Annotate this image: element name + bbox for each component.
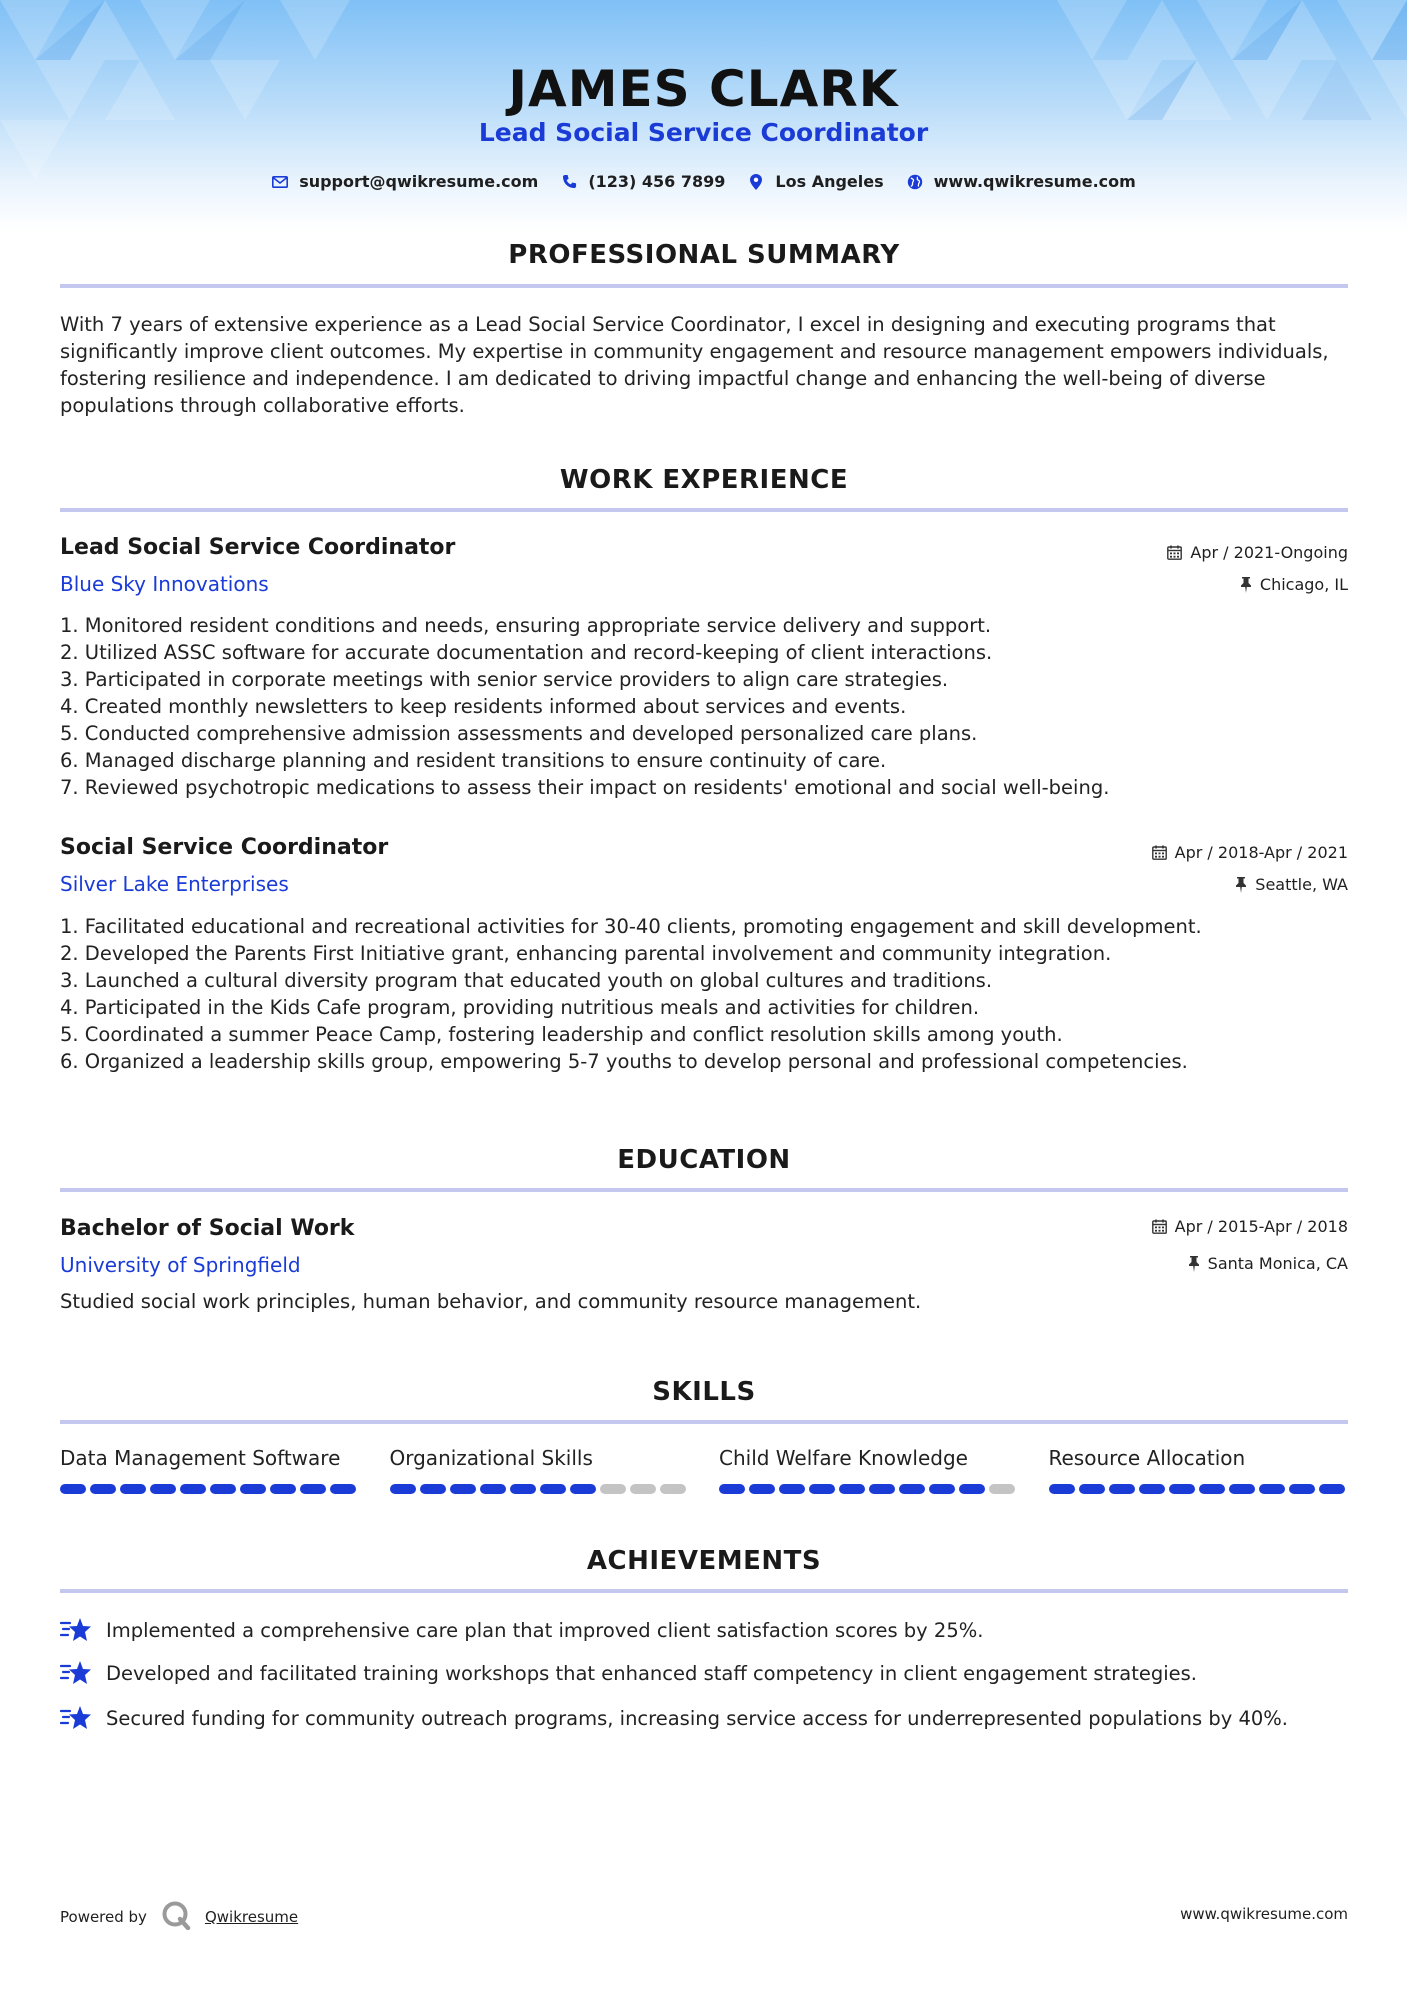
achievements-rule	[60, 1589, 1348, 1593]
list-item: 1. Monitored resident conditions and needs, ensuring appropriate service delivery and support.	[60, 614, 992, 637]
powered-by-label: Powered by	[60, 1908, 147, 1926]
contact-bar	[0, 172, 1407, 191]
skill-segment-filled	[1049, 1484, 1075, 1494]
qwikresume-logo-icon	[161, 1900, 191, 1934]
skill-segment-filled	[270, 1484, 296, 1494]
skill-name: Data Management Software	[60, 1446, 341, 1470]
list-item: 6. Organized a leadership skills group, empowering 5-7 youths to develop personal and professional competencies.	[60, 1050, 1188, 1073]
contact-website[interactable]	[906, 172, 1136, 191]
skill-segment-filled	[300, 1484, 326, 1494]
job-title: Social Service Coordinator	[60, 835, 389, 860]
skill-segment-filled	[1319, 1484, 1345, 1494]
skill-segment-filled	[450, 1484, 476, 1494]
skill-segment-filled	[719, 1484, 745, 1494]
skill-segment-filled	[959, 1484, 985, 1494]
skill-segment-filled	[1139, 1484, 1165, 1494]
skill-item	[719, 1446, 1019, 1494]
list-item: 5. Conducted comprehensive admission assessments and developed personalized care plans.	[60, 722, 978, 745]
shooting-star-icon	[60, 1704, 92, 1732]
job-title: Lead Social Service Coordinator	[60, 535, 456, 560]
education-heading: EDUCATION	[617, 1145, 791, 1175]
candidate-title: Lead Social Service Coordinator	[478, 118, 929, 147]
job-location	[1240, 575, 1348, 594]
skill-item	[390, 1446, 690, 1494]
summary-rule	[60, 284, 1348, 288]
education-description: Studied social work principles, human behavior, and community resource management.	[60, 1290, 922, 1313]
experience-rule	[60, 508, 1348, 512]
skill-item	[60, 1446, 360, 1494]
skill-segment-filled	[1109, 1484, 1135, 1494]
skill-segment-filled	[839, 1484, 865, 1494]
location-text: Los Angeles	[775, 172, 884, 191]
list-item: 2. Utilized ASSC software for accurate documentation and record-keeping of client interactions.	[60, 641, 993, 664]
skill-name: Organizational Skills	[389, 1446, 593, 1470]
email-text: support@qwikresume.com	[299, 172, 539, 191]
skill-segment-filled	[899, 1484, 925, 1494]
skills-rule	[60, 1420, 1348, 1424]
skill-segment-filled	[929, 1484, 955, 1494]
skill-segment-filled	[510, 1484, 536, 1494]
skills-row	[60, 1446, 1348, 1494]
skill-segment-filled	[330, 1484, 356, 1494]
skill-segment-filled	[1229, 1484, 1255, 1494]
calendar-icon	[1167, 545, 1182, 560]
skill-name: Resource Allocation	[1048, 1446, 1246, 1470]
skill-segment-filled	[1289, 1484, 1315, 1494]
skill-segment-filled	[420, 1484, 446, 1494]
job-dates-text: Apr / 2021-Ongoing	[1190, 543, 1348, 562]
pushpin-icon	[1240, 577, 1252, 593]
achievement-text: Developed and facilitated training workshops that enhanced staff competency in client engagement strategies.	[106, 1661, 1197, 1685]
skill-segment-empty	[600, 1484, 626, 1494]
job-dates	[1167, 543, 1348, 562]
pushpin-icon	[1188, 1256, 1200, 1272]
education-location-text: Santa Monica, CA	[1207, 1254, 1348, 1273]
shooting-star-icon	[60, 1616, 92, 1644]
job-bullet-list	[60, 612, 1348, 801]
shooting-star-icon	[60, 1659, 92, 1687]
job-location-text: Seattle, WA	[1255, 875, 1348, 894]
job-location-text: Chicago, IL	[1259, 575, 1348, 594]
company-name: Silver Lake Enterprises	[60, 872, 289, 896]
achievement-item	[60, 1616, 1348, 1644]
list-item: 6. Managed discharge planning and resident transitions to ensure continuity of care.	[60, 749, 887, 772]
calendar-icon	[1152, 845, 1167, 860]
job-dates-text: Apr / 2018-Apr / 2021	[1174, 843, 1348, 862]
contact-email[interactable]	[271, 172, 538, 191]
list-item: 2. Developed the Parents First Initiative grant, enhancing parental involvement and community integration.	[60, 942, 1112, 965]
skill-name: Child Welfare Knowledge	[719, 1446, 968, 1470]
skill-segment-empty	[989, 1484, 1015, 1494]
education-location	[1188, 1254, 1348, 1273]
brand-link[interactable]: Qwikresume	[204, 1908, 299, 1926]
pushpin-icon	[1235, 877, 1247, 893]
skill-level-bar	[719, 1484, 1019, 1494]
skill-segment-filled	[240, 1484, 266, 1494]
list-item: 1. Facilitated educational and recreational activities for 30-40 clients, promoting engagement and skill development.	[60, 915, 1202, 938]
map-pin-icon	[747, 173, 765, 191]
skill-segment-empty	[660, 1484, 686, 1494]
skill-segment-filled	[1169, 1484, 1195, 1494]
list-item: 3. Participated in corporate meetings with senior service providers to align care strategies.	[60, 668, 949, 691]
footer-powered-by	[60, 1900, 298, 1934]
skill-segment-filled	[869, 1484, 895, 1494]
skill-segment-filled	[1259, 1484, 1285, 1494]
skill-segment-filled	[809, 1484, 835, 1494]
skill-segment-filled	[390, 1484, 416, 1494]
skill-segment-filled	[210, 1484, 236, 1494]
achievement-item	[60, 1659, 1348, 1687]
skills-heading: SKILLS	[652, 1377, 756, 1407]
website-text: www.qwikresume.com	[933, 172, 1136, 191]
achievement-text: Implemented a comprehensive care plan that improved client satisfaction scores by 25%.	[106, 1618, 984, 1642]
skill-segment-filled	[540, 1484, 566, 1494]
footer-website[interactable]: www.qwikresume.com	[1180, 1905, 1348, 1923]
summary-text: With 7 years of extensive experience as a Lead Social Service Coordinator, I excel in designing and executing programs that significantly improve client outcomes. My expertise in community engagement and resource management empowers individuals, fostering resilience and independence. I am dedicated to driving impactful change and enhancing the well-being of diverse populations through collaborative efforts.	[60, 313, 1329, 417]
achievement-item	[60, 1704, 1348, 1732]
skill-level-bar	[60, 1484, 360, 1494]
skill-segment-filled	[1199, 1484, 1225, 1494]
education-dates	[1152, 1217, 1348, 1236]
candidate-name: JAMES CLARK	[508, 60, 899, 118]
job-dates	[1152, 843, 1348, 862]
list-item: 3. Launched a cultural diversity program that educated youth on global cultures and traditions.	[60, 969, 993, 992]
achievement-text: Secured funding for community outreach programs, increasing service access for underrepresented populations by 40%.	[106, 1706, 1288, 1730]
list-item: 4. Participated in the Kids Cafe program, providing nutritious meals and activities for children.	[60, 996, 980, 1019]
skill-segment-filled	[779, 1484, 805, 1494]
skill-segment-filled	[60, 1484, 86, 1494]
skill-segment-filled	[180, 1484, 206, 1494]
skill-level-bar	[390, 1484, 690, 1494]
degree-title: Bachelor of Social Work	[60, 1216, 355, 1241]
skill-segment-filled	[90, 1484, 116, 1494]
skill-segment-filled	[120, 1484, 146, 1494]
job-location	[1235, 875, 1348, 894]
list-item: 4. Created monthly newsletters to keep residents informed about services and events.	[60, 695, 907, 718]
list-item: 5. Coordinated a summer Peace Camp, fostering leadership and conflict resolution skills among youth.	[60, 1023, 1063, 1046]
education-rule	[60, 1188, 1348, 1192]
education-dates-text: Apr / 2015-Apr / 2018	[1174, 1217, 1348, 1236]
phone-icon	[560, 173, 578, 191]
phone-text: (123) 456 7899	[588, 172, 726, 191]
envelope-icon	[271, 173, 289, 191]
contact-phone[interactable]	[560, 172, 725, 191]
school-name: University of Springfield	[60, 1253, 301, 1277]
skill-item	[1049, 1446, 1349, 1494]
achievements-heading: ACHIEVEMENTS	[586, 1546, 822, 1576]
calendar-icon	[1152, 1219, 1167, 1234]
job-bullet-list	[60, 913, 1348, 1075]
globe-icon	[906, 173, 924, 191]
summary-heading: PROFESSIONAL SUMMARY	[508, 240, 900, 270]
skill-segment-filled	[1079, 1484, 1105, 1494]
contact-location	[747, 172, 883, 191]
skill-segment-filled	[480, 1484, 506, 1494]
experience-heading: WORK EXPERIENCE	[559, 465, 849, 495]
list-item: 7. Reviewed psychotropic medications to assess their impact on residents' emotional and social well-being.	[60, 776, 1110, 799]
skill-segment-filled	[150, 1484, 176, 1494]
skill-segment-filled	[749, 1484, 775, 1494]
skill-segment-empty	[630, 1484, 656, 1494]
skill-level-bar	[1049, 1484, 1349, 1494]
company-name: Blue Sky Innovations	[60, 572, 269, 596]
skill-segment-filled	[570, 1484, 596, 1494]
